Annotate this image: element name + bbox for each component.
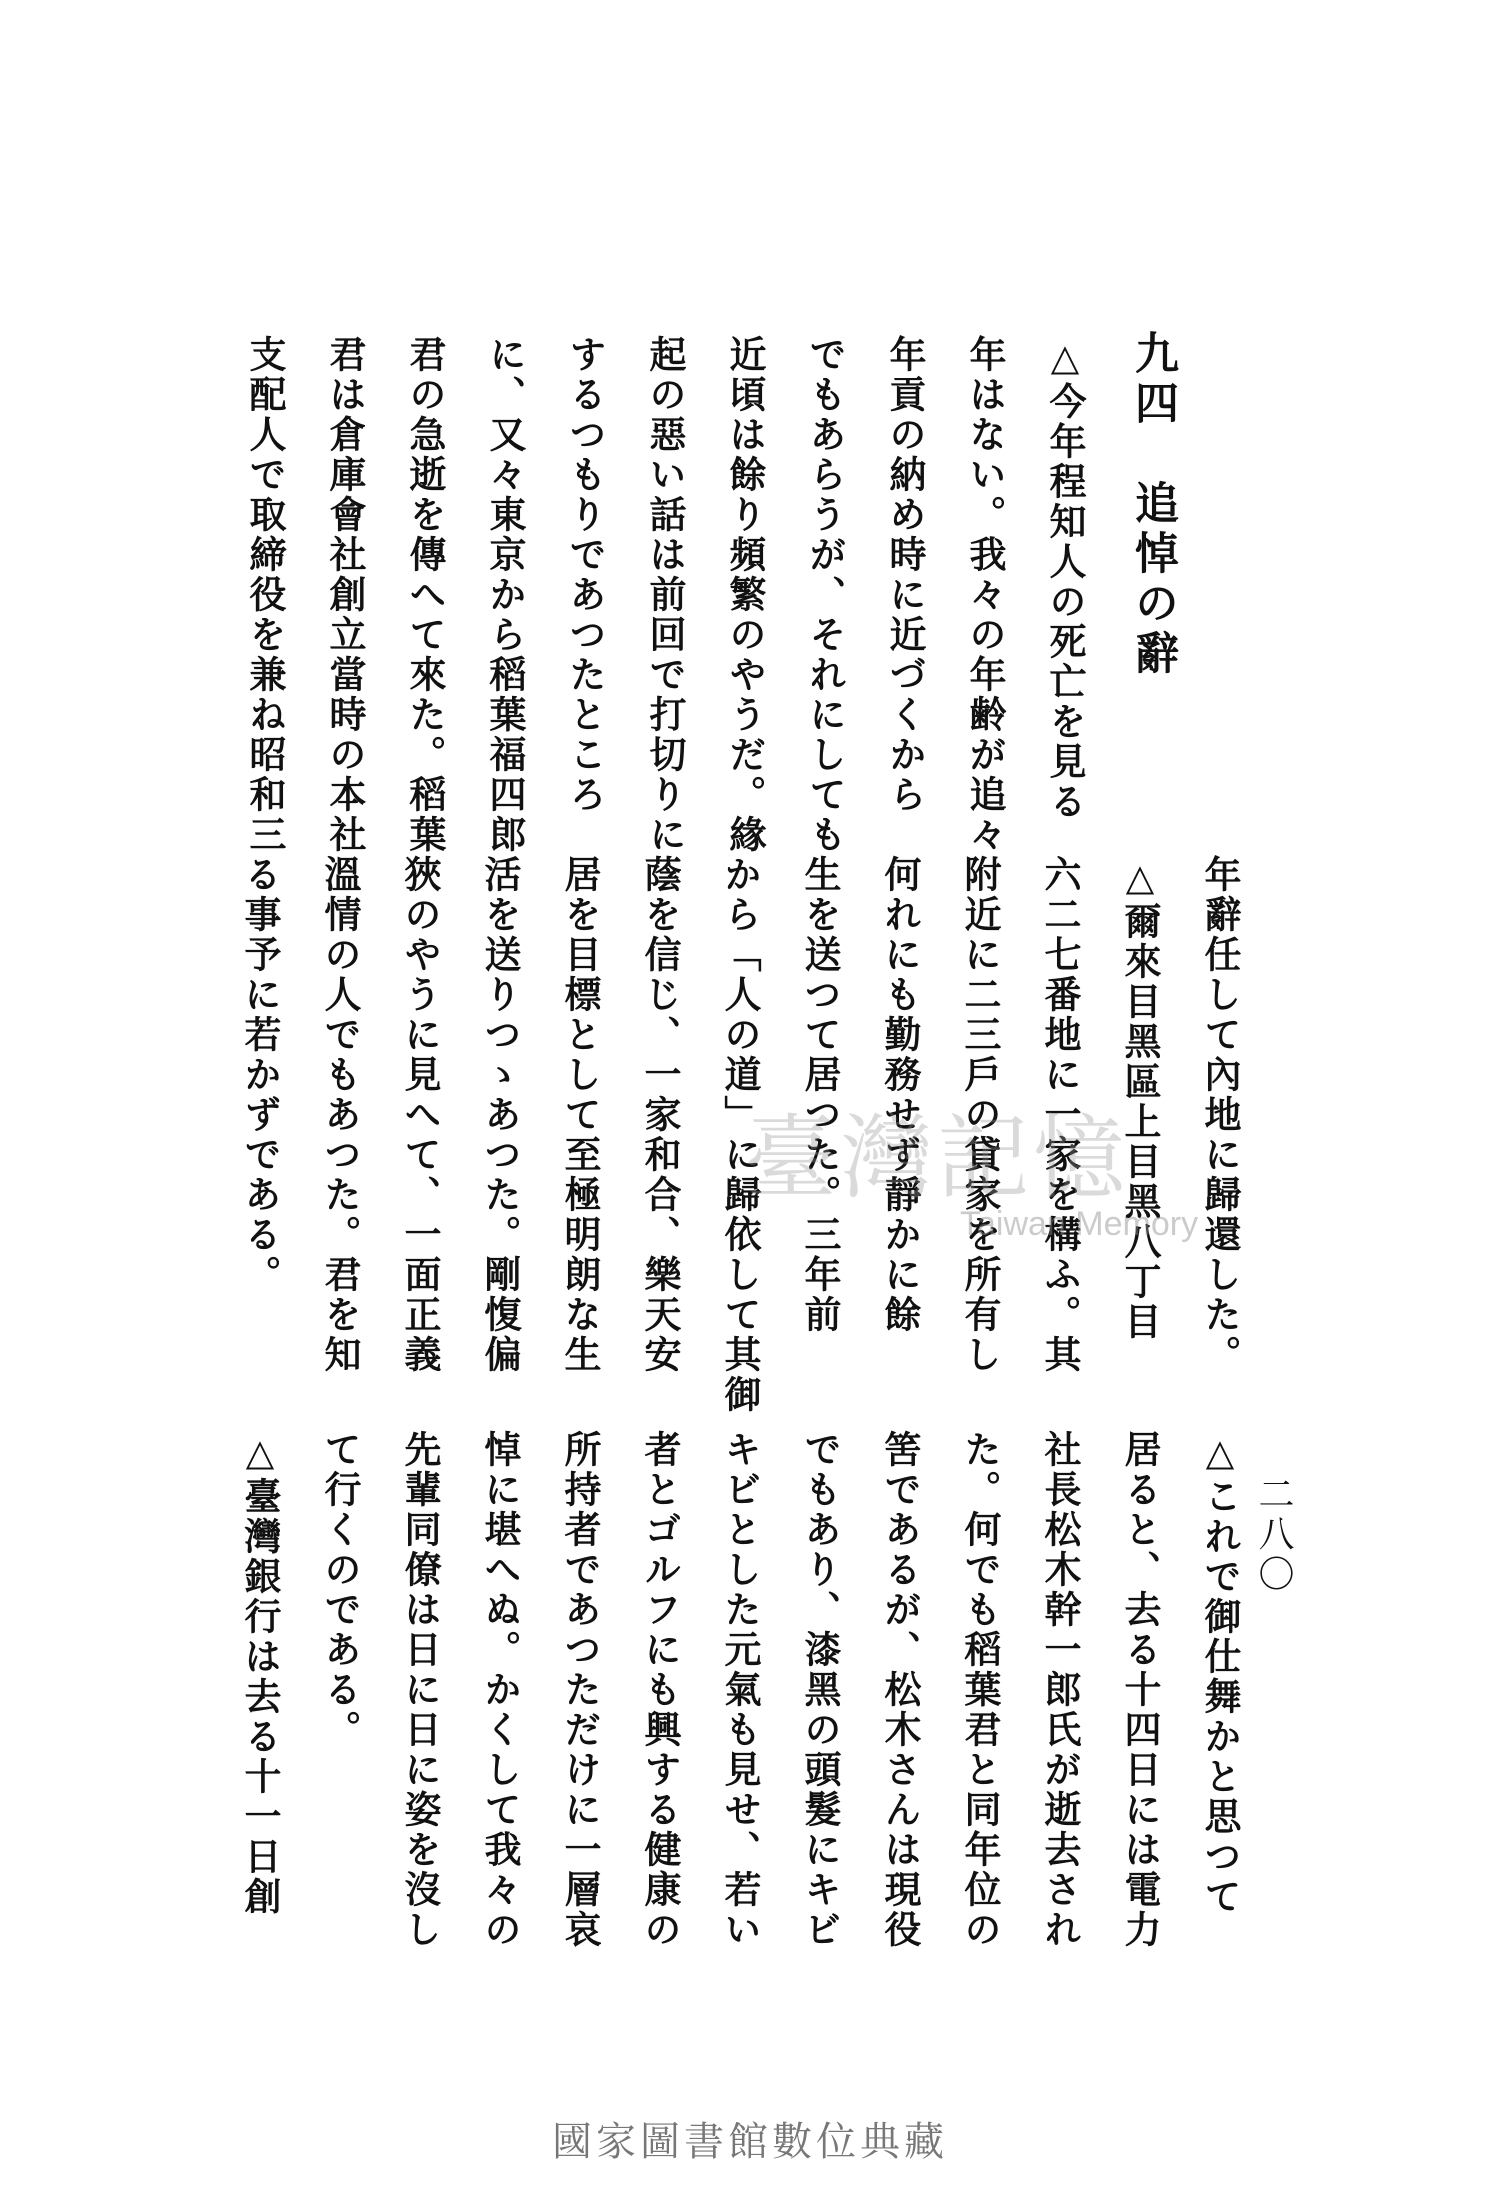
text-column: 先輩同僚は日に日に姿を沒し <box>398 1430 442 1950</box>
text-column: に、又々東京から稻葉福四郎 <box>483 335 527 855</box>
text-column: でもあり、漆黑の頭髮にキビ <box>798 1430 842 1950</box>
text-column: 者とゴルフにも興する健康の <box>638 1430 682 1950</box>
text-column: 悼に堪へぬ。かくして我々の <box>478 1430 522 1950</box>
text-column: 君の急逝を傳へて來た。稻葉 <box>403 335 447 855</box>
text-column: 蔭を信じ、一家和合、樂天安 <box>638 855 682 1375</box>
page-title: 九四 追悼の辭 <box>1127 330 1178 680</box>
text-column: 年貢の納め時に近づくから <box>883 335 927 815</box>
text-column: するつもりであつたところ <box>563 335 607 815</box>
text-column: 起の惡い話は前回で打切りに <box>643 335 687 855</box>
text-column: 年辭任して內地に歸還した。 <box>1198 855 1242 1375</box>
text-column: △爾來目黑區上目黑八丁目 <box>1118 855 1162 1342</box>
text-column: 活を送りつゝあつた。剛愎偏 <box>478 855 522 1375</box>
text-column: る事予に若かずである。 <box>238 855 282 1295</box>
footer-credit: 國家圖書館數位典藏 <box>552 2119 948 2165</box>
text-column: 年はない。我々の年齢が追々 <box>963 335 1007 855</box>
text-column: でもあらうが、それにしても <box>803 335 847 855</box>
text-column: 支配人で取締役を兼ね昭和三 <box>243 335 287 855</box>
watermark-logo: 臺灣記憶 <box>745 1105 1130 1212</box>
text-column: 何れにも勤務せず靜かに餘 <box>878 855 922 1335</box>
text-column: て行くのである。 <box>318 1430 362 1750</box>
text-column: 居を目標として至極明朗な生 <box>558 855 602 1375</box>
text-column: △臺灣銀行は去る十一日創 <box>238 1430 282 1917</box>
text-column: 生を送つて居つた。三年前 <box>798 855 842 1335</box>
text-column: 社長松木幹一郎氏が逝去され <box>1038 1430 1082 1950</box>
text-column: △これで御仕舞かと思つて <box>1198 1430 1242 1917</box>
page-number: 二八〇 <box>1253 1475 1294 1595</box>
text-column: 君は倉庫會社創立當時の本社 <box>323 335 367 855</box>
text-column: 筈であるが、松木さんは現役 <box>878 1430 922 1950</box>
text-column: △今年程知人の死亡を見る <box>1043 335 1087 822</box>
text-column: キビとした元氣も見せ、若い <box>718 1430 762 1950</box>
text-column: た。何でも稻葉君と同年位の <box>958 1430 1002 1950</box>
text-column: 六二七番地に一家を構ふ。其 <box>1038 855 1082 1375</box>
text-column: から「人の道」に歸依して其御 <box>718 855 762 1415</box>
text-column: 所持者であつただけに一層哀 <box>558 1430 602 1950</box>
watermark-subtitle: Taiwan Memory <box>960 1205 1199 1243</box>
text-column: 溫情の人でもあつた。君を知 <box>318 855 362 1375</box>
text-block-bottom <box>220 1430 1260 2190</box>
text-column: 附近に二三戶の貸家を所有し <box>958 855 1002 1375</box>
text-column: 狹のやうに見へて、一面正義 <box>398 855 442 1375</box>
text-column: 近頃は餘り頻繁のやうだ。緣 <box>723 335 767 855</box>
text-column: 居ると、去る十四日には電力 <box>1118 1430 1162 1950</box>
